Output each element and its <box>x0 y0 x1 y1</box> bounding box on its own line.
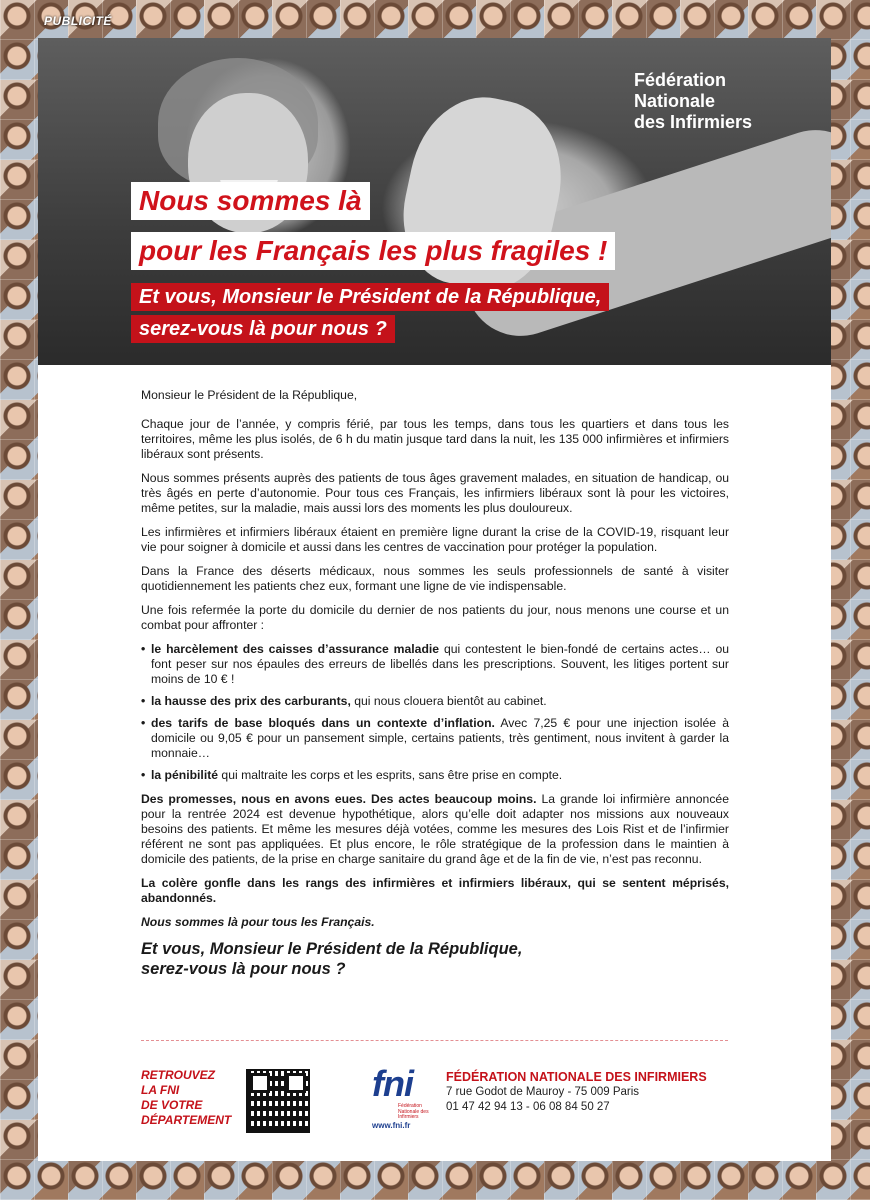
organization-name: FÉDÉRATION NATIONALE DES INFIRMIERS <box>446 1070 707 1084</box>
anger-statement: La colère gonfle dans les rangs des infirmières et infirmiers libéraux, qui se sentent méprisés, abandonnés. <box>141 876 729 905</box>
paragraph-text: La grande loi infirmière annoncée pour la rentrée 2024 est devenue hypothétique, alors qu’elle doit adapter nos missions aux nouveaux besoins des patients. Et même les mesures déjà votées, comme les mesures des Lois Rist et de l’infirmier référent ne sont pas appliquées. Et plus encore, le rôle stratégique de la profession dans le maintien à domicile des patients, de la prise en charge sanitaire du grand âge et de la fin de vie, n’est pas reconnu. <box>141 792 729 866</box>
headline-line-2: pour les Français les plus fragiles ! <box>131 232 615 270</box>
callout-line: DE VOTRE <box>141 1098 203 1112</box>
closing-line: Nous sommes là pour tous les Français. <box>141 915 375 929</box>
salutation: Monsieur le Président de la République, <box>141 388 358 402</box>
list-item-text: Avec 7,25 € pour une injection isolée à domicile ou 9,05 € pour un pansement simple, certains patients, très gentiment, nous invitent à garder la monnaie… <box>151 716 729 760</box>
callout-line: LA FNI <box>141 1083 180 1097</box>
list-item-text: qui maltraite les corps et les esprits, sans être prise en compte. <box>218 768 563 782</box>
find-fni-callout <box>141 1068 251 1128</box>
closing-question-line-1: Et vous, Monsieur le Président de la République, <box>141 940 523 958</box>
list-item <box>141 768 729 783</box>
headline-line-1: Nous sommes là <box>131 182 370 220</box>
paragraph: Dans la France des déserts médicaux, nous sommes les seuls professionnels de santé à visiter quotidiennement les patients chez eux, formant une ligne de vie indispensable. <box>141 564 729 593</box>
fni-website-link[interactable]: www.fni.fr <box>372 1121 411 1130</box>
subheadline-line-1: Et vous, Monsieur le Président de la République, <box>131 283 609 311</box>
callout-line: DÉPARTEMENT <box>141 1113 232 1127</box>
fni-logo-tagline: Fédération Nationale des Infirmiers <box>398 1103 429 1120</box>
paragraph: Nous sommes présents auprès des patients de tous âges gravement malades, en situation de handicap, ou très âgés en perte d’autonomie. Pour tous ces Français, les infirmiers libéraux sont là pour les victoires, même petites, sur la maladie, mais aussi lors des moments les plus douloureux. <box>141 471 729 515</box>
callout-line: RETROUVEZ <box>141 1068 216 1082</box>
qr-code[interactable] <box>246 1069 310 1133</box>
list-item-bold: des tarifs de base bloqués dans un contexte d’inflation. <box>151 716 495 730</box>
grievance-list <box>141 642 729 783</box>
postal-address: 7 rue Godot de Mauroy - 75 009 Paris <box>446 1086 640 1098</box>
closing-question-line-2: serez-vous là pour nous ? <box>141 960 346 978</box>
fni-logo <box>372 1063 432 1134</box>
list-item <box>141 694 729 709</box>
ad-sheet <box>38 38 831 1161</box>
contact-block <box>446 1069 707 1115</box>
paragraph <box>141 792 729 867</box>
list-item-bold: la hausse des prix des carburants, <box>151 694 351 708</box>
brand-name <box>634 70 752 133</box>
paragraph-lead: Des promesses, nous en avons eues. Des actes beaucoup moins. <box>141 792 537 806</box>
paragraph: Les infirmières et infirmiers libéraux étaient en première ligne durant la crise de la COVID-19, risquant leur vie pour soigner à domicile et aussi dans les centres de vaccination pour protéger la population. <box>141 525 729 554</box>
paragraph: Chaque jour de l’année, y compris férié, par tous les temps, dans tous les quartiers et dans tous les territoires, même les plus isolés, de 6 h du matin jusque tard dans la nuit, les 135 000 infirmières et infirmiers libéraux sont présents. <box>141 417 729 461</box>
header-photo <box>38 38 831 365</box>
brand-line: des Infirmiers <box>634 112 753 132</box>
list-item <box>141 642 729 687</box>
brand-line: Nationale <box>634 91 716 111</box>
fni-logo-word: fni <box>372 1063 413 1104</box>
phone-numbers: 01 47 42 94 13 - 06 08 84 50 27 <box>446 1101 610 1113</box>
list-item-text: qui nous clouera bientôt au cabinet. <box>350 694 547 708</box>
open-letter <box>141 388 729 979</box>
list-item-text: qui contestent le bien-fondé de certains actes… ou font peser sur nos épaules des erreurs de libellés dans les prescriptions. Souvent, les litiges portent sur moins de 10 € ! <box>151 642 729 686</box>
brand-line: Fédération <box>634 70 727 90</box>
list-item-bold: le harcèlement des caisses d’assurance maladie <box>151 642 440 656</box>
ad-label: PUBLICITÉ <box>44 14 112 28</box>
paragraph: Une fois refermée la porte du domicile du dernier de nos patients du jour, nous menons une course et un combat pour affronter : <box>141 603 729 632</box>
list-item <box>141 716 729 761</box>
subheadline-line-2: serez-vous là pour nous ? <box>131 315 395 343</box>
footer-divider <box>141 1040 728 1041</box>
list-item-bold: la pénibilité <box>151 768 219 782</box>
